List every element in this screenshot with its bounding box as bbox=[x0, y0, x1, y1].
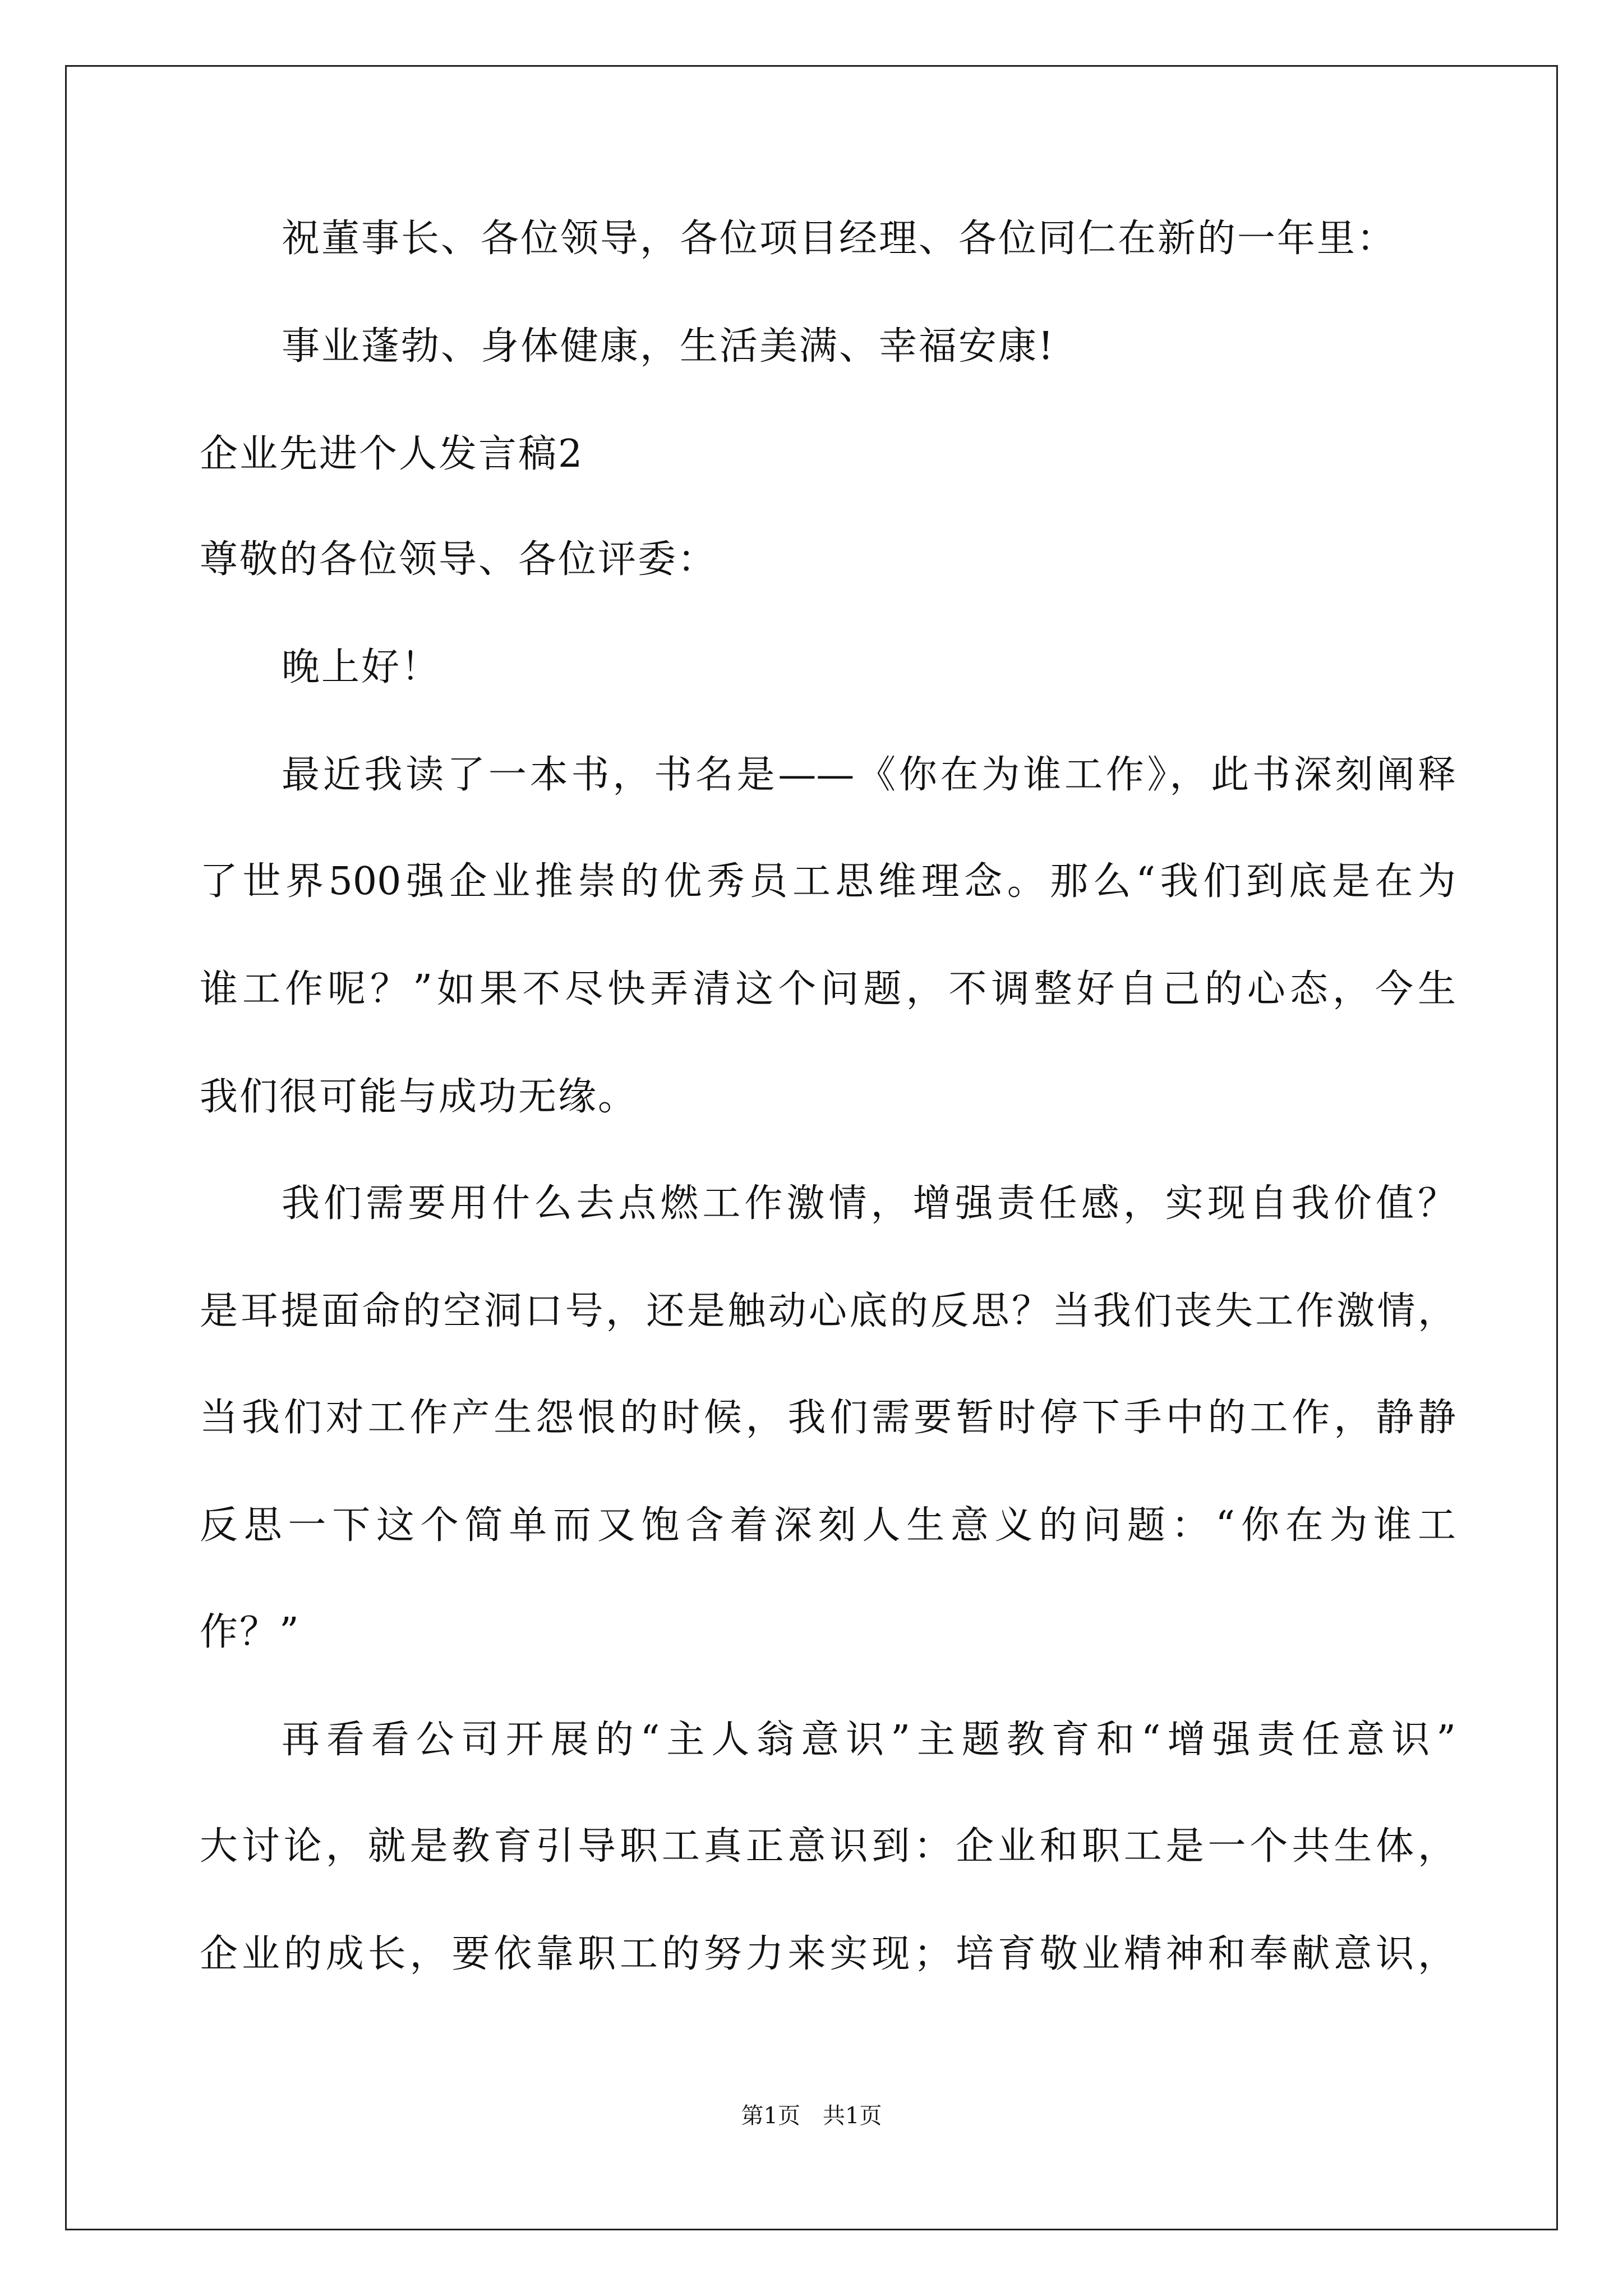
paragraph-line: 反思一下这个简单而又饱含着深刻人生意义的问题：“你在为谁工 bbox=[200, 1503, 1456, 1548]
paragraph-line: 事业蓬勃、身体健康，生活美满、幸福安康! bbox=[282, 324, 1055, 369]
paragraph-line: 我们需要用什么去点燃工作激情，增强责任感，实现自我价值？ bbox=[282, 1181, 1456, 1226]
paragraph-line: 了世界500强企业推崇的优秀员工思维理念。那么“我们到底是在为 bbox=[200, 859, 1456, 904]
section-title: 企业先进个人发言稿2 bbox=[200, 432, 584, 476]
paragraph-line: 我们很可能与成功无缘。 bbox=[200, 1075, 638, 1119]
paragraph-line: 作？” bbox=[200, 1610, 301, 1654]
paragraph-line: 大讨论，就是教育引导职工真正意识到：企业和职工是一个共生体， bbox=[200, 1824, 1456, 1869]
paragraph-line: 是耳提面命的空洞口号，还是触动心底的反思？当我们丧失工作激情， bbox=[200, 1289, 1456, 1333]
page-footer: 第1页 共1页 bbox=[741, 2103, 882, 2129]
page-border bbox=[65, 65, 1558, 2230]
paragraph-line: 再看看公司开展的“主人翁意识”主题教育和“增强责任意识” bbox=[282, 1718, 1456, 1762]
greeting: 晚上好！ bbox=[282, 645, 441, 689]
paragraph-line: 企业的成长，要依靠职工的努力来实现；培育敬业精神和奉献意识， bbox=[200, 1932, 1456, 1976]
salutation: 尊敬的各位领导、各位评委： bbox=[200, 537, 718, 582]
paragraph-line: 最近我读了一本书，书名是——《你在为谁工作》，此书深刻阐释 bbox=[282, 753, 1456, 797]
paragraph-line: 祝董事长、各位领导，各位项目经理、各位同仁在新的一年里： bbox=[282, 217, 1397, 261]
paragraph-line: 当我们对工作产生怨恨的时候，我们需要暂时停下手中的工作，静静 bbox=[200, 1396, 1456, 1440]
paragraph-line: 谁工作呢？”如果不尽快弄清这个问题，不调整好自己的心态，今生 bbox=[200, 967, 1456, 1011]
